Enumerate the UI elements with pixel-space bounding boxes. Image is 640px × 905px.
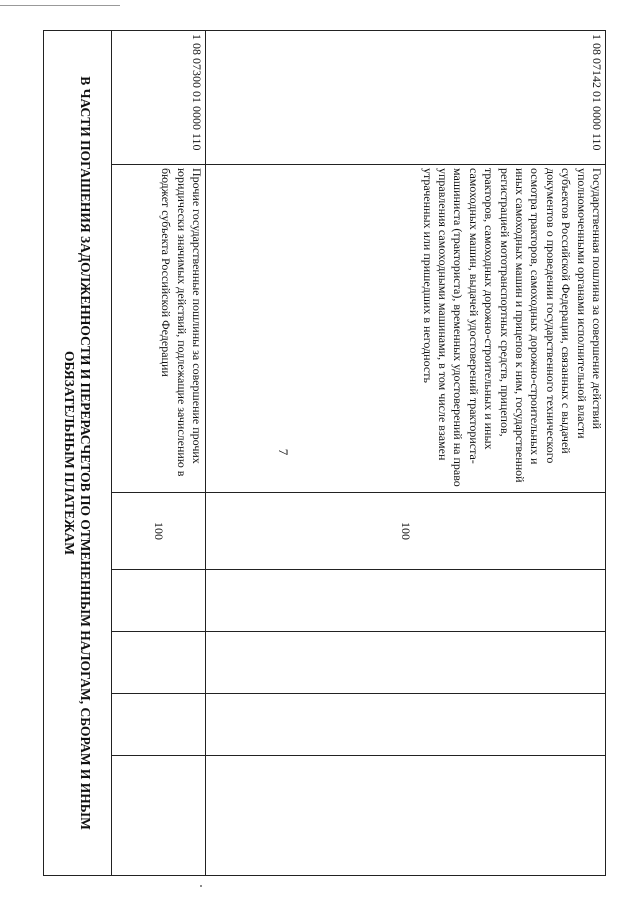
empty-cell (206, 570, 606, 632)
section-heading: В ЧАСТИ ПОГАШЕНИЯ ЗАДОЛЖЕННОСТИ И ПЕРЕРАСЧЕТОВ ПО ОТМЕНЕННЫМ НАЛОГАМ, СБОРАМ И ИНЫМ ОБЯЗАТЕЛЬНЫМ ПЛАТЕЖАМ (44, 31, 112, 876)
row-code: 1 08 07142 01 0000 110 (206, 31, 606, 165)
row-code: 1 08 07300 01 0000 110 (112, 31, 206, 165)
empty-cell (206, 694, 606, 756)
scan-speck (200, 885, 202, 887)
empty-cell (206, 756, 606, 876)
empty-cell (112, 694, 206, 756)
rotated-table-area (44, 30, 606, 875)
row-description: Государственная пошлина за совершение действий уполномоченными органами исполнительной власти субъектов Российской Федерации, связанных с выдачей документов о проведении государственного технического осмотра тракторов, самоходных дорожно-строительных и иных самоходных машин и прицепов к ним, государственной регистрацией мототранспортных средств, прицепов, тракторов, самоходных дорожно-строительных и иных самоходных машин, выдачей удостоверений тракториста-машиниста (тракториста), временных удостоверений на право управления самоходными машинами, в том числе взамен утраченных или пришедших в негодность (206, 165, 606, 493)
empty-cell (112, 570, 206, 632)
page-number: 7 (276, 448, 291, 456)
row-value: 100 (206, 493, 606, 570)
empty-cell (112, 632, 206, 694)
empty-cell (112, 756, 206, 876)
table-container (44, 30, 606, 875)
budget-codes-table (43, 30, 606, 876)
top-border-line (0, 5, 120, 6)
section-heading-row (44, 31, 112, 876)
table-row (112, 31, 206, 876)
row-value: 100 (112, 493, 206, 570)
table-row (206, 31, 606, 876)
row-description: Прочие государственные пошлины за совершение прочих юридически значимых действий, подлежащие зачислению в бюджет субъекта Российской Федерации (112, 165, 206, 493)
empty-cell (206, 632, 606, 694)
